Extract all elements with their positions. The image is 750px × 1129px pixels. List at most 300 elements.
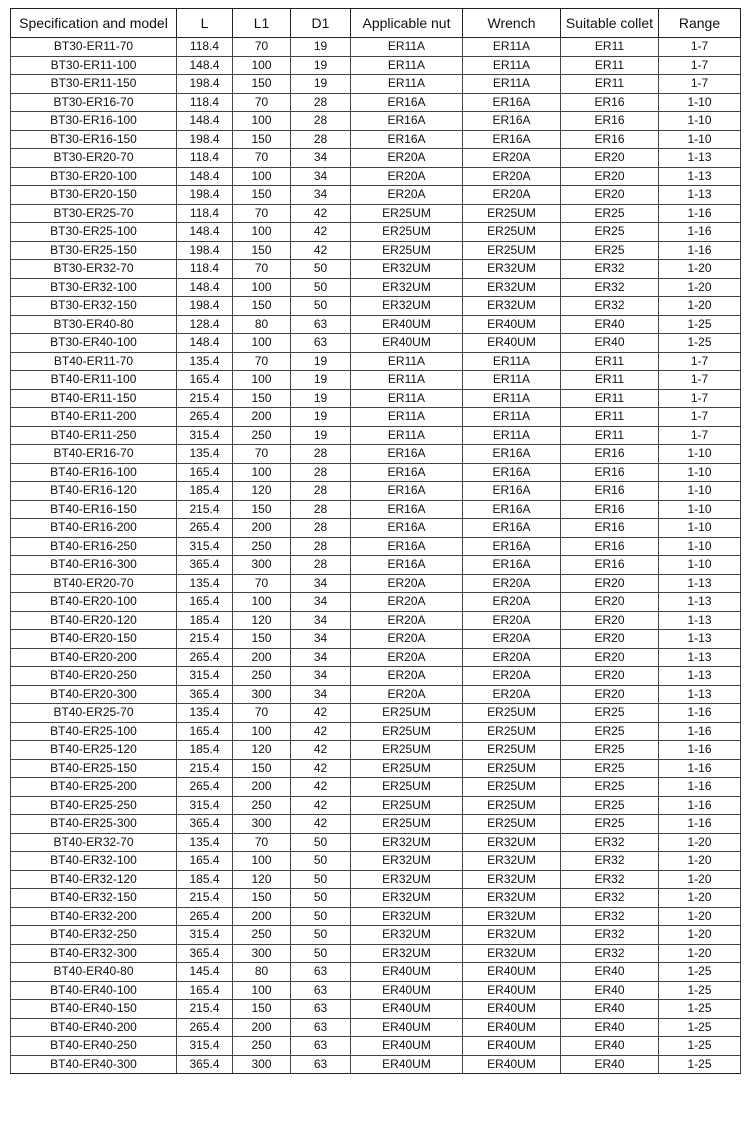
cell-range: 1-10 [659, 463, 741, 482]
cell-model: BT40-ER32-120 [11, 870, 177, 889]
cell-model: BT30-ER25-70 [11, 204, 177, 223]
cell-d1: 50 [291, 852, 351, 871]
cell-d1: 42 [291, 722, 351, 741]
cell-nut: ER25UM [351, 759, 463, 778]
cell-range: 1-7 [659, 408, 741, 427]
cell-collet: ER25 [561, 796, 659, 815]
cell-model: BT40-ER25-200 [11, 778, 177, 797]
cell-model: BT30-ER40-80 [11, 315, 177, 334]
cell-collet: ER20 [561, 630, 659, 649]
cell-nut: ER25UM [351, 241, 463, 260]
cell-l: 118.4 [177, 260, 233, 279]
cell-wrench: ER11A [463, 371, 561, 390]
cell-model: BT40-ER40-300 [11, 1055, 177, 1074]
cell-range: 1-16 [659, 722, 741, 741]
header-l1: L1 [233, 9, 291, 38]
cell-wrench: ER16A [463, 112, 561, 131]
cell-model: BT40-ER16-200 [11, 519, 177, 538]
table-row [11, 685, 741, 704]
cell-wrench: ER20A [463, 149, 561, 168]
header-applicable-nut: Applicable nut [351, 9, 463, 38]
cell-wrench: ER20A [463, 186, 561, 205]
cell-nut: ER40UM [351, 334, 463, 353]
header-range: Range [659, 9, 741, 38]
cell-l: 185.4 [177, 870, 233, 889]
cell-collet: ER40 [561, 981, 659, 1000]
cell-wrench: ER25UM [463, 722, 561, 741]
cell-collet: ER16 [561, 537, 659, 556]
cell-nut: ER32UM [351, 889, 463, 908]
cell-l1: 100 [233, 334, 291, 353]
cell-range: 1-10 [659, 482, 741, 501]
table-row [11, 648, 741, 667]
table-row [11, 1037, 741, 1056]
cell-l1: 150 [233, 130, 291, 149]
cell-l: 165.4 [177, 463, 233, 482]
cell-l: 135.4 [177, 574, 233, 593]
cell-l: 135.4 [177, 704, 233, 723]
cell-range: 1-20 [659, 944, 741, 963]
cell-l: 148.4 [177, 278, 233, 297]
cell-collet: ER11 [561, 75, 659, 94]
cell-wrench: ER11A [463, 426, 561, 445]
cell-range: 1-10 [659, 537, 741, 556]
cell-l1: 100 [233, 593, 291, 612]
cell-model: BT30-ER40-100 [11, 334, 177, 353]
cell-nut: ER11A [351, 426, 463, 445]
cell-model: BT40-ER40-150 [11, 1000, 177, 1019]
cell-l1: 200 [233, 519, 291, 538]
cell-d1: 63 [291, 1037, 351, 1056]
cell-l1: 100 [233, 371, 291, 390]
cell-range: 1-16 [659, 815, 741, 834]
cell-collet: ER16 [561, 112, 659, 131]
cell-l: 165.4 [177, 722, 233, 741]
cell-l: 215.4 [177, 500, 233, 519]
cell-nut: ER32UM [351, 278, 463, 297]
cell-l: 118.4 [177, 204, 233, 223]
cell-nut: ER25UM [351, 778, 463, 797]
cell-collet: ER32 [561, 260, 659, 279]
cell-model: BT40-ER40-80 [11, 963, 177, 982]
cell-nut: ER16A [351, 500, 463, 519]
cell-l1: 120 [233, 741, 291, 760]
cell-l: 148.4 [177, 56, 233, 75]
table-row [11, 149, 741, 168]
cell-model: BT40-ER16-150 [11, 500, 177, 519]
cell-l1: 250 [233, 796, 291, 815]
cell-collet: ER40 [561, 1000, 659, 1019]
cell-l1: 70 [233, 149, 291, 168]
cell-d1: 50 [291, 297, 351, 316]
cell-collet: ER11 [561, 56, 659, 75]
cell-nut: ER20A [351, 186, 463, 205]
table-row [11, 389, 741, 408]
table-row [11, 408, 741, 427]
cell-d1: 50 [291, 907, 351, 926]
cell-d1: 19 [291, 56, 351, 75]
cell-l1: 80 [233, 315, 291, 334]
cell-wrench: ER16A [463, 463, 561, 482]
cell-range: 1-7 [659, 426, 741, 445]
cell-l1: 70 [233, 93, 291, 112]
cell-model: BT30-ER11-150 [11, 75, 177, 94]
cell-collet: ER16 [561, 463, 659, 482]
cell-range: 1-10 [659, 130, 741, 149]
cell-collet: ER25 [561, 722, 659, 741]
table-row [11, 889, 741, 908]
cell-collet: ER25 [561, 741, 659, 760]
cell-model: BT30-ER11-100 [11, 56, 177, 75]
cell-range: 1-7 [659, 56, 741, 75]
cell-nut: ER20A [351, 149, 463, 168]
cell-l1: 200 [233, 778, 291, 797]
cell-l1: 300 [233, 1055, 291, 1074]
cell-model: BT30-ER11-70 [11, 38, 177, 57]
table-row [11, 1000, 741, 1019]
table-row [11, 297, 741, 316]
cell-l1: 100 [233, 223, 291, 242]
cell-l: 315.4 [177, 426, 233, 445]
table-row [11, 944, 741, 963]
cell-l: 215.4 [177, 889, 233, 908]
cell-range: 1-25 [659, 1000, 741, 1019]
table-row [11, 352, 741, 371]
header-suitable-collet: Suitable collet [561, 9, 659, 38]
cell-range: 1-20 [659, 870, 741, 889]
cell-nut: ER25UM [351, 223, 463, 242]
cell-collet: ER32 [561, 870, 659, 889]
cell-wrench: ER16A [463, 93, 561, 112]
cell-range: 1-13 [659, 611, 741, 630]
cell-wrench: ER11A [463, 408, 561, 427]
table-row [11, 463, 741, 482]
cell-range: 1-10 [659, 112, 741, 131]
cell-l: 315.4 [177, 667, 233, 686]
cell-model: BT40-ER32-200 [11, 907, 177, 926]
cell-collet: ER40 [561, 963, 659, 982]
table-row [11, 371, 741, 390]
cell-nut: ER16A [351, 482, 463, 501]
cell-model: BT40-ER16-120 [11, 482, 177, 501]
cell-l: 135.4 [177, 352, 233, 371]
cell-nut: ER40UM [351, 963, 463, 982]
cell-model: BT40-ER11-100 [11, 371, 177, 390]
cell-model: BT40-ER25-250 [11, 796, 177, 815]
cell-wrench: ER25UM [463, 223, 561, 242]
cell-l: 315.4 [177, 796, 233, 815]
cell-d1: 63 [291, 1055, 351, 1074]
cell-collet: ER11 [561, 408, 659, 427]
cell-range: 1-16 [659, 796, 741, 815]
table-row [11, 704, 741, 723]
cell-d1: 50 [291, 926, 351, 945]
cell-l1: 150 [233, 297, 291, 316]
cell-nut: ER40UM [351, 1000, 463, 1019]
cell-l1: 250 [233, 1037, 291, 1056]
cell-d1: 28 [291, 556, 351, 575]
cell-d1: 34 [291, 667, 351, 686]
cell-range: 1-25 [659, 1018, 741, 1037]
cell-l: 118.4 [177, 93, 233, 112]
table-row [11, 870, 741, 889]
table-row [11, 260, 741, 279]
cell-range: 1-20 [659, 926, 741, 945]
cell-range: 1-7 [659, 352, 741, 371]
cell-nut: ER11A [351, 371, 463, 390]
cell-l: 198.4 [177, 130, 233, 149]
cell-model: BT40-ER20-250 [11, 667, 177, 686]
cell-nut: ER40UM [351, 1037, 463, 1056]
cell-d1: 42 [291, 223, 351, 242]
cell-range: 1-13 [659, 630, 741, 649]
cell-l: 198.4 [177, 297, 233, 316]
cell-l: 185.4 [177, 611, 233, 630]
cell-nut: ER40UM [351, 981, 463, 1000]
table-row [11, 630, 741, 649]
cell-d1: 28 [291, 519, 351, 538]
table-row [11, 93, 741, 112]
cell-d1: 42 [291, 241, 351, 260]
cell-l1: 150 [233, 759, 291, 778]
cell-l: 365.4 [177, 944, 233, 963]
cell-collet: ER16 [561, 482, 659, 501]
cell-nut: ER11A [351, 352, 463, 371]
cell-model: BT40-ER16-250 [11, 537, 177, 556]
cell-d1: 50 [291, 870, 351, 889]
cell-nut: ER32UM [351, 852, 463, 871]
cell-wrench: ER32UM [463, 944, 561, 963]
cell-collet: ER40 [561, 315, 659, 334]
cell-d1: 28 [291, 537, 351, 556]
cell-nut: ER32UM [351, 297, 463, 316]
cell-wrench: ER32UM [463, 852, 561, 871]
cell-nut: ER32UM [351, 944, 463, 963]
cell-model: BT30-ER32-150 [11, 297, 177, 316]
table-row [11, 593, 741, 612]
cell-wrench: ER32UM [463, 297, 561, 316]
cell-collet: ER25 [561, 759, 659, 778]
table-row [11, 167, 741, 186]
spec-table [10, 8, 741, 1074]
cell-l: 148.4 [177, 223, 233, 242]
table-row [11, 1055, 741, 1074]
cell-model: BT40-ER20-200 [11, 648, 177, 667]
cell-d1: 50 [291, 833, 351, 852]
cell-model: BT30-ER20-150 [11, 186, 177, 205]
cell-range: 1-13 [659, 149, 741, 168]
cell-collet: ER16 [561, 556, 659, 575]
table-row [11, 926, 741, 945]
cell-range: 1-25 [659, 981, 741, 1000]
cell-model: BT40-ER20-300 [11, 685, 177, 704]
cell-nut: ER32UM [351, 926, 463, 945]
cell-nut: ER25UM [351, 722, 463, 741]
table-row [11, 500, 741, 519]
cell-l1: 100 [233, 852, 291, 871]
cell-wrench: ER25UM [463, 759, 561, 778]
cell-l1: 70 [233, 704, 291, 723]
table-row [11, 445, 741, 464]
cell-nut: ER20A [351, 685, 463, 704]
cell-collet: ER11 [561, 389, 659, 408]
table-row [11, 130, 741, 149]
cell-l1: 200 [233, 907, 291, 926]
cell-l1: 70 [233, 352, 291, 371]
cell-range: 1-20 [659, 907, 741, 926]
cell-range: 1-16 [659, 759, 741, 778]
cell-wrench: ER20A [463, 167, 561, 186]
cell-d1: 34 [291, 630, 351, 649]
cell-nut: ER32UM [351, 870, 463, 889]
cell-l1: 150 [233, 630, 291, 649]
cell-nut: ER16A [351, 519, 463, 538]
cell-collet: ER20 [561, 667, 659, 686]
cell-collet: ER32 [561, 944, 659, 963]
cell-range: 1-16 [659, 223, 741, 242]
cell-l: 185.4 [177, 741, 233, 760]
cell-l: 265.4 [177, 408, 233, 427]
cell-l: 148.4 [177, 112, 233, 131]
cell-model: BT30-ER25-100 [11, 223, 177, 242]
cell-range: 1-13 [659, 685, 741, 704]
cell-range: 1-16 [659, 204, 741, 223]
table-row [11, 796, 741, 815]
cell-l1: 100 [233, 56, 291, 75]
cell-l1: 200 [233, 648, 291, 667]
cell-collet: ER32 [561, 278, 659, 297]
cell-l: 185.4 [177, 482, 233, 501]
cell-l: 265.4 [177, 907, 233, 926]
table-row [11, 963, 741, 982]
header-l: L [177, 9, 233, 38]
table-row [11, 778, 741, 797]
cell-d1: 63 [291, 1000, 351, 1019]
cell-collet: ER32 [561, 926, 659, 945]
table-row [11, 759, 741, 778]
table-row [11, 556, 741, 575]
cell-wrench: ER25UM [463, 241, 561, 260]
table-body [11, 38, 741, 1074]
table-row [11, 519, 741, 538]
cell-l1: 250 [233, 537, 291, 556]
cell-l: 135.4 [177, 833, 233, 852]
cell-collet: ER32 [561, 907, 659, 926]
cell-nut: ER32UM [351, 260, 463, 279]
cell-collet: ER40 [561, 1037, 659, 1056]
cell-model: BT40-ER11-150 [11, 389, 177, 408]
cell-l1: 100 [233, 463, 291, 482]
cell-model: BT40-ER40-200 [11, 1018, 177, 1037]
table-header [11, 9, 741, 38]
cell-collet: ER25 [561, 223, 659, 242]
cell-collet: ER20 [561, 648, 659, 667]
cell-d1: 28 [291, 445, 351, 464]
cell-l1: 70 [233, 38, 291, 57]
cell-nut: ER32UM [351, 907, 463, 926]
table-row [11, 38, 741, 57]
cell-model: BT30-ER32-70 [11, 260, 177, 279]
cell-l1: 150 [233, 75, 291, 94]
cell-model: BT40-ER20-100 [11, 593, 177, 612]
cell-d1: 34 [291, 611, 351, 630]
cell-wrench: ER11A [463, 75, 561, 94]
cell-range: 1-10 [659, 519, 741, 538]
table-row [11, 611, 741, 630]
cell-nut: ER11A [351, 56, 463, 75]
cell-range: 1-10 [659, 500, 741, 519]
cell-l: 315.4 [177, 926, 233, 945]
table-row [11, 981, 741, 1000]
cell-d1: 34 [291, 593, 351, 612]
cell-wrench: ER32UM [463, 833, 561, 852]
cell-collet: ER20 [561, 149, 659, 168]
cell-l1: 250 [233, 926, 291, 945]
cell-l: 198.4 [177, 186, 233, 205]
cell-d1: 42 [291, 204, 351, 223]
cell-wrench: ER25UM [463, 704, 561, 723]
table-row [11, 741, 741, 760]
cell-collet: ER20 [561, 167, 659, 186]
cell-wrench: ER40UM [463, 334, 561, 353]
cell-range: 1-25 [659, 315, 741, 334]
cell-range: 1-16 [659, 241, 741, 260]
cell-wrench: ER20A [463, 630, 561, 649]
cell-wrench: ER16A [463, 500, 561, 519]
cell-collet: ER20 [561, 593, 659, 612]
cell-model: BT40-ER25-70 [11, 704, 177, 723]
cell-d1: 28 [291, 93, 351, 112]
cell-wrench: ER16A [463, 537, 561, 556]
header-d1: D1 [291, 9, 351, 38]
cell-nut: ER20A [351, 167, 463, 186]
cell-d1: 19 [291, 389, 351, 408]
cell-model: BT30-ER20-70 [11, 149, 177, 168]
cell-nut: ER40UM [351, 1055, 463, 1074]
cell-nut: ER25UM [351, 796, 463, 815]
cell-l1: 150 [233, 889, 291, 908]
cell-l1: 100 [233, 112, 291, 131]
cell-l: 265.4 [177, 778, 233, 797]
cell-collet: ER32 [561, 833, 659, 852]
cell-d1: 34 [291, 149, 351, 168]
cell-collet: ER16 [561, 500, 659, 519]
cell-l: 265.4 [177, 648, 233, 667]
cell-d1: 63 [291, 1018, 351, 1037]
cell-model: BT40-ER32-300 [11, 944, 177, 963]
cell-l: 128.4 [177, 315, 233, 334]
cell-nut: ER25UM [351, 741, 463, 760]
cell-nut: ER16A [351, 537, 463, 556]
cell-l: 365.4 [177, 556, 233, 575]
table-row [11, 426, 741, 445]
cell-collet: ER40 [561, 1018, 659, 1037]
cell-d1: 34 [291, 574, 351, 593]
cell-collet: ER20 [561, 574, 659, 593]
cell-d1: 34 [291, 186, 351, 205]
table-row [11, 482, 741, 501]
cell-range: 1-25 [659, 1037, 741, 1056]
cell-collet: ER32 [561, 297, 659, 316]
cell-collet: ER25 [561, 704, 659, 723]
table-row [11, 278, 741, 297]
cell-l1: 150 [233, 241, 291, 260]
cell-collet: ER32 [561, 889, 659, 908]
cell-wrench: ER40UM [463, 963, 561, 982]
cell-collet: ER32 [561, 852, 659, 871]
table-row [11, 241, 741, 260]
cell-wrench: ER40UM [463, 1055, 561, 1074]
